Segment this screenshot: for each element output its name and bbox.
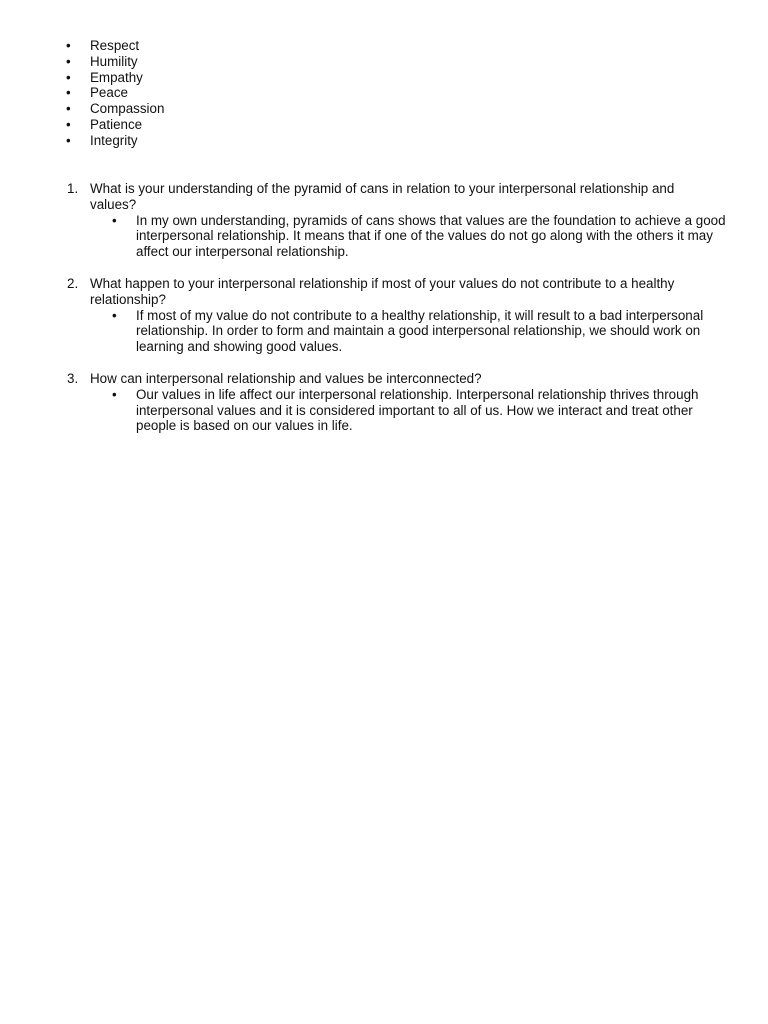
answer-item (0, 308, 768, 355)
value-item (0, 38, 164, 54)
bullet-icon: • (66, 101, 71, 117)
bullet-icon: • (66, 53, 71, 69)
question-text: What happen to your interpersonal relationship if most of your values do not contribute to a healthy relationship? (90, 275, 675, 307)
questions-list (0, 181, 768, 450)
answer-text: Our values in life affect our interpersonal relationship. Interpersonal relationship thrives through interpersonal values and it is considered important to all of us. How we interact and treat other people is based on our values in life. (136, 386, 699, 434)
bullet-icon: • (66, 116, 71, 132)
bullet-icon: • (66, 69, 71, 85)
answer-item (0, 213, 768, 260)
question-text: What is your understanding of the pyramid of cans in relation to your interpersonal relationship and values? (90, 181, 675, 212)
value-label: Respect (90, 38, 140, 53)
question-number: 1. (67, 181, 79, 196)
value-item (0, 70, 164, 86)
value-label: Patience (90, 116, 143, 132)
bullet-icon: • (66, 38, 71, 53)
question-number: 3. (67, 370, 79, 386)
values-list (0, 38, 164, 149)
answer-text: In my own understanding, pyramids of cans shows that values are the foundation to achieve a good interpersonal relationship. It means that if one of the values do not go along with the others it may affect our interpersonal relationship. (136, 212, 726, 260)
value-label: Empathy (90, 69, 143, 85)
question-item (0, 181, 768, 260)
bullet-icon: • (112, 307, 117, 323)
value-item (0, 117, 164, 133)
question-item (0, 276, 768, 355)
bullet-icon: • (66, 132, 71, 148)
value-label: Compassion (90, 101, 165, 117)
bullet-icon: • (66, 85, 71, 101)
question-item (0, 371, 768, 434)
answer-item (0, 387, 768, 434)
value-label: Integrity (90, 132, 138, 148)
bullet-icon: • (112, 386, 117, 402)
value-item (0, 133, 164, 149)
question-number: 2. (67, 275, 79, 291)
value-item (0, 54, 164, 70)
bullet-icon: • (112, 212, 117, 228)
value-label: Humility (90, 53, 138, 69)
value-label: Peace (90, 85, 128, 101)
question-text: How can interpersonal relationship and values be interconnected? (90, 370, 482, 386)
value-item (0, 85, 164, 101)
value-item (0, 101, 164, 117)
answer-text: If most of my value do not contribute to a healthy relationship, it will result to a bad interpersonal relationship. In order to form and maintain a good interpersonal relationship, we should work on learning and showing good values. (136, 307, 704, 355)
